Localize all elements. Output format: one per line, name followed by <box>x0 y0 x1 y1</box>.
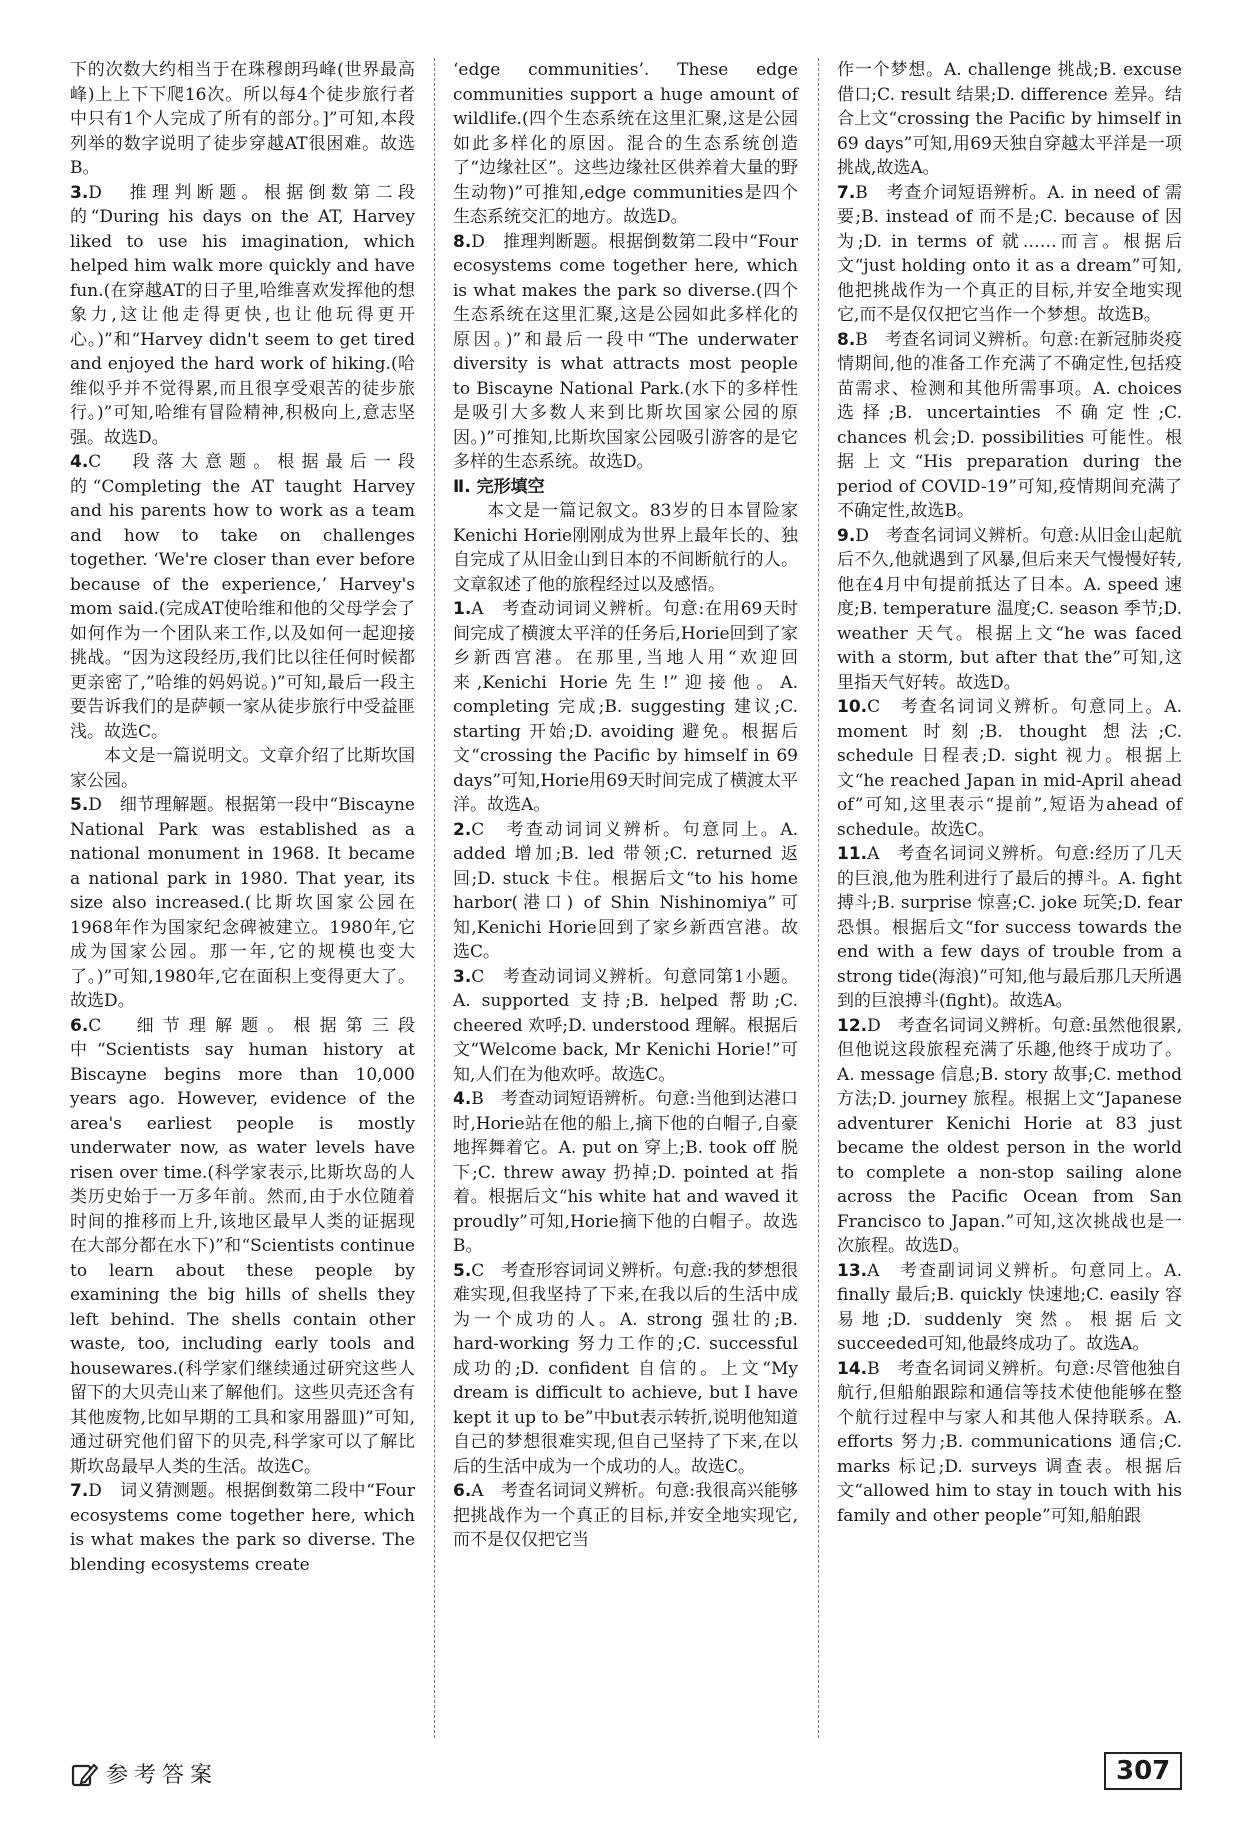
footer-label: 参考答案 <box>106 1763 219 1788</box>
item-text: C 考查动词词义辨析。句意同上。A. added 增加;B. led 带领;C. returned 返回;D. stuck 卡住。根据后文“to his home harbor(港口) of Shin Nishinomiya”可知,Kenichi Horie回到了家乡新西宫港。故选C。 <box>453 819 798 962</box>
answer-item <box>837 1014 1182 1259</box>
answer-item <box>453 1087 798 1259</box>
item-number: 12. <box>837 1015 868 1036</box>
item-number: 3. <box>453 966 472 987</box>
answer-item <box>837 695 1182 842</box>
passage-summary: 本文是一篇记叙文。83岁的日本冒险家Kenichi Horie刚刚成为世界上最年长的、独自完成了从旧金山到日本的不间断航行的人。文章叙述了他的旅程经过以及感悟。 <box>453 501 798 595</box>
passage-summary: 本文是一篇说明文。文章介绍了比斯坎国家公园。 <box>70 746 415 791</box>
item-text: A 考查副词词义辨析。句意同上。A. finally 最后;B. quickly 快速地;C. easily 容易地;D. suddenly 突然。根据后文succeeded可知,他最终成功了。故选A。 <box>837 1260 1182 1354</box>
item-text: D 考查名词词义辨析。句意:从旧金山起航后不久,他就遇到了风暴,但后来天气慢慢好转,他在4月中旬提前抵达了日本。A. speed 速度;B. temperature 温度;C. season 季节;D. weather 天气。根据上文“he was faced with a storm, but after that the”可知,这里指天气好转。故选D。 <box>837 525 1182 693</box>
item-text: A 考查动词词义辨析。句意:在用69天时间完成了横渡太平洋的任务后,Horie回到了家乡新西宫港。在那里,当地人用“欢迎回来,Kenichi Horie先生!”迎接他。A. completing 完成;B. suggesting 建议;C. starting 开始;D. avoiding 避免。根据后文“crossing the Pacific by himself in 69 days”可知,Horie用69天时间完成了横渡太平洋。故选A。 <box>453 599 798 815</box>
item-text: B 考查名词词义辨析。句意:在新冠肺炎疫情期间,他的准备工作充满了不确定性,包括疫苗需求、检测和其他所需事项。A. choices 选择;B. uncertainties 不确定性;C. chances 机会;D. possibilities 可能性。根据上文“His preparation during the period of COVID-19”可知,疫情期间充满了不确定性,故选B。 <box>837 329 1182 521</box>
answer-item <box>70 793 415 1014</box>
answer-item <box>453 818 798 965</box>
answer-item <box>70 1014 415 1480</box>
item-number: 4. <box>70 452 89 472</box>
item-number: 3. <box>70 182 89 203</box>
continued-text: ‘edge communities’. These edge communities support a huge amount of wildlife.(四个生态系统在这里汇聚,这是公园如此多样化的原因。混合的生态系统创造了“边缘社区”。这些边缘社区供养着大量的野生动物)”可推知,edge communities是四个生态系统交汇的地方。故选D。 <box>453 60 798 227</box>
item-number: 2. <box>453 819 472 840</box>
item-text: A 考查名词词义辨析。句意:我很高兴能够把挑战作为一个真正的目标,并安全地实现它,而不是仅仅把它当 <box>453 1481 798 1550</box>
footer <box>70 1758 218 1789</box>
answer-item <box>837 181 1182 328</box>
answer-item <box>70 1479 415 1577</box>
item-text: D 推理判断题。根据倒数第二段的“During his days on the AT, Harvey liked to use his imagination, which helped him walk more quickly and have fun.(在穿越AT的日子里,哈维喜欢发挥他的想象力,这让他走得更快,也让他玩得更开心。)”和“Harvey didn't seem to get tired and enjoyed the hard work of hiking.(哈维似乎并不觉得累,而且很享受艰苦的徒步旅行。)”可知,哈维有冒险精神,积极向上,意志坚强。故选D。 <box>70 182 415 448</box>
column-middle <box>453 58 798 1553</box>
item-number: 8. <box>453 231 472 252</box>
item-number: 5. <box>70 795 89 815</box>
item-text: C 考查动词词义辨析。句意同第1小题。A. supported 支持;B. helped 帮助;C. cheered 欢呼;D. understood 理解。根据后文“Welcome back, Mr Kenichi Horie!”可知,人们在为他欢呼。故选C。 <box>453 966 798 1085</box>
column-divider <box>818 58 819 1738</box>
column-right <box>837 58 1182 1528</box>
item-text: D 推理判断题。根据倒数第二段中“Four ecosystems come together here, which is what makes the park so diverse.(四个生态系统在这里汇聚,这是公园如此多样化的原因。)”和最后一段中“The underwater diversity is what attracts most people to Biscayne National Park.(水下的多样性是吸引大多数人来到比斯坎国家公园的原因。)”可推知,比斯坎国家公园吸引游客的是它多样的生态系统。故选D。 <box>453 231 798 472</box>
item-text: A 考查名词词义辨析。句意:经历了几天的巨浪,他为胜利进行了最后的搏斗。A. fight 搏斗;B. surprise 惊喜;C. joke 玩笑;D. fear 恐惧。根据后文“for success towards the end with a few days of trouble from a strong tide(海浪)”可知,他与最后那几天所遇到的巨浪搏斗(fight)。故选A。 <box>837 844 1182 1011</box>
answer-item <box>70 181 415 451</box>
answer-item <box>837 1357 1182 1529</box>
answer-item <box>453 597 798 818</box>
item-number: 5. <box>453 1260 472 1281</box>
pen-icon <box>70 1760 98 1788</box>
item-text: B 考查介词短语辨析。A. in need of 需要;B. instead of 而不是;C. because of 因为;D. in terms of 就……而言。根据后文“just holding onto it as a dream”可知,他把挑战作为一个真正的目标,并安全地实现它,而不是仅仅把它当作一个梦想。故选B。 <box>837 182 1182 325</box>
item-number: 7. <box>70 1481 89 1501</box>
item-text: B 考查名词词义辨析。句意:尽管他独自航行,但船舶跟踪和通信等技术使他能够在整个航行过程中与家人和其他人保持联系。A. efforts 努力;B. communications 通信;C. marks 标记;D. surveys 调查表。根据后文“allowed him to stay in touch with his family and other people”可知,船舶跟 <box>837 1358 1182 1526</box>
item-text: B 考查动词短语辨析。句意:当他到达港口时,Horie站在他的船上,摘下他的白帽子,自豪地挥舞着它。A. put on 穿上;B. took off 脱下;C. threw away 扔掉;D. pointed at 指着。根据后文“his white hat and waved it proudly”可知,Horie摘下他的白帽子。故选B。 <box>453 1089 798 1256</box>
page-number: 307 <box>1104 1752 1182 1790</box>
column-divider <box>434 58 435 1738</box>
item-text: C 段落大意题。根据最后一段的“Completing the AT taught Harvey and his parents how to work as a team and how to take on challenges together. ‘We're closer than ever before because of the experience,’ Harvey's mom said.(完成AT使哈维和他的父母学会了如何作为一个团队来工作,以及如何一起迎接挑战。“因为这段经历,我们比以往任何时候都更亲密了,”哈维的妈妈说。)”可知,最后一段主要告诉我们的是萨顿一家从徒步旅行中受益匪浅。故选C。 <box>70 452 415 742</box>
section-heading: Ⅱ. 完形填空 <box>453 476 545 497</box>
answer-item <box>837 842 1182 1014</box>
answer-item <box>837 328 1182 524</box>
item-text: C 考查形容词词义辨析。句意:我的梦想很难实现,但我坚持了下来,在我以后的生活中成为一个成功的人。A. strong 强壮的;B. hard-working 努力工作的;C. successful 成功的;D. confident 自信的。上文“My dream is difficult to achieve, but I have kept it up to be”中but表示转折,说明他知道自己的梦想很难实现,但自己坚持了下来,在以后的生活中成为一个成功的人。故选C。 <box>453 1260 798 1477</box>
item-number: 9. <box>837 525 856 546</box>
continued-text: 作一个梦想。A. challenge 挑战;B. excuse 借口;C. result 结果;D. difference 差异。结合上文“crossing the Pacific by himself in 69 days”可知,用69天独自穿越太平洋是一项挑战,故选A。 <box>837 60 1182 178</box>
answer-item <box>453 1479 798 1553</box>
continued-text: 下的次数大约相当于在珠穆朗玛峰(世界最高峰)上上下下爬16次。所以每4个徒步旅行者中只有1个人完成了所有的部分。]”可知,本段列举的数字说明了徒步穿越AT很困难。故选B。 <box>70 60 415 178</box>
answer-item <box>453 1259 798 1480</box>
item-number: 10. <box>837 697 868 717</box>
item-number: 4. <box>453 1089 472 1109</box>
answer-item <box>837 524 1182 696</box>
column-left <box>70 58 415 1577</box>
item-number: 11. <box>837 844 868 864</box>
item-number: 14. <box>837 1358 868 1379</box>
item-number: 6. <box>70 1015 89 1036</box>
item-text: D 考查名词词义辨析。句意:虽然他很累,但他说这段旅程充满了乐趣,他终于成功了。A. message 信息;B. story 故事;C. method 方法;D. journey 旅程。根据上文“Japanese adventurer Kenichi Horie at 83 just became the oldest person in the world to complete a non-stop sailing alone across the Pacific Ocean from San Francisco to Japan.”可知,这次挑战也是一次旅程。故选D。 <box>837 1015 1182 1256</box>
item-text: C 细节理解题。根据第三段中“Scientists say human history at Biscayne begins more than 10,000 years ago. However, evidence of the area's earliest people is mostly underwater now, as water levels have risen over time.(科学家表示,比斯坎岛的人类历史始于一万多年前。然而,由于水位随着时间的推移而上升,该地区最早人类的证据现在大部分都在水下)”和“Scientists continue to learn about these people by examining the big hills of shells they left behind. The shells contain other waste, too, including early tools and housewares.(科学家们继续通过研究这些人留下的大贝壳山来了解他们。这些贝壳还含有其他废物,比如早期的工具和家用器皿)”可知,通过研究他们留下的贝壳,科学家可以了解比斯坎岛最早人类的生活。故选C。 <box>70 1015 415 1477</box>
item-number: 7. <box>837 182 856 203</box>
answer-item <box>453 965 798 1088</box>
item-text: D 细节理解题。根据第一段中“Biscayne National Park was established as a national monument in 1968. It became a national park in 1980. That year, its size also increased.(比斯坎国家公园在1968年作为国家纪念碑被建立。1980年,它成为国家公园。那一年,它的规模也变大了。)”可知,1980年,它在面积上变得更大了。故选D。 <box>70 795 415 1011</box>
item-text: D 词义猜测题。根据倒数第二段中“Four ecosystems come together here, which is what makes the park so diverse. The blending ecosystems create <box>70 1481 415 1575</box>
answer-item <box>453 230 798 475</box>
answer-page <box>70 58 1182 1738</box>
item-text: C 考查名词词义辨析。句意同上。A. moment 时刻;B. thought 想法;C. schedule 日程表;D. sight 视力。根据上文“he reached Japan in mid-April ahead of”可知,这里表示“提前”,短语为ahead of schedule。故选C。 <box>837 697 1182 840</box>
item-number: 8. <box>837 329 856 350</box>
answer-item <box>70 450 415 744</box>
answer-item <box>837 1259 1182 1357</box>
item-number: 1. <box>453 599 472 619</box>
item-number: 6. <box>453 1481 472 1501</box>
item-number: 13. <box>837 1260 868 1281</box>
